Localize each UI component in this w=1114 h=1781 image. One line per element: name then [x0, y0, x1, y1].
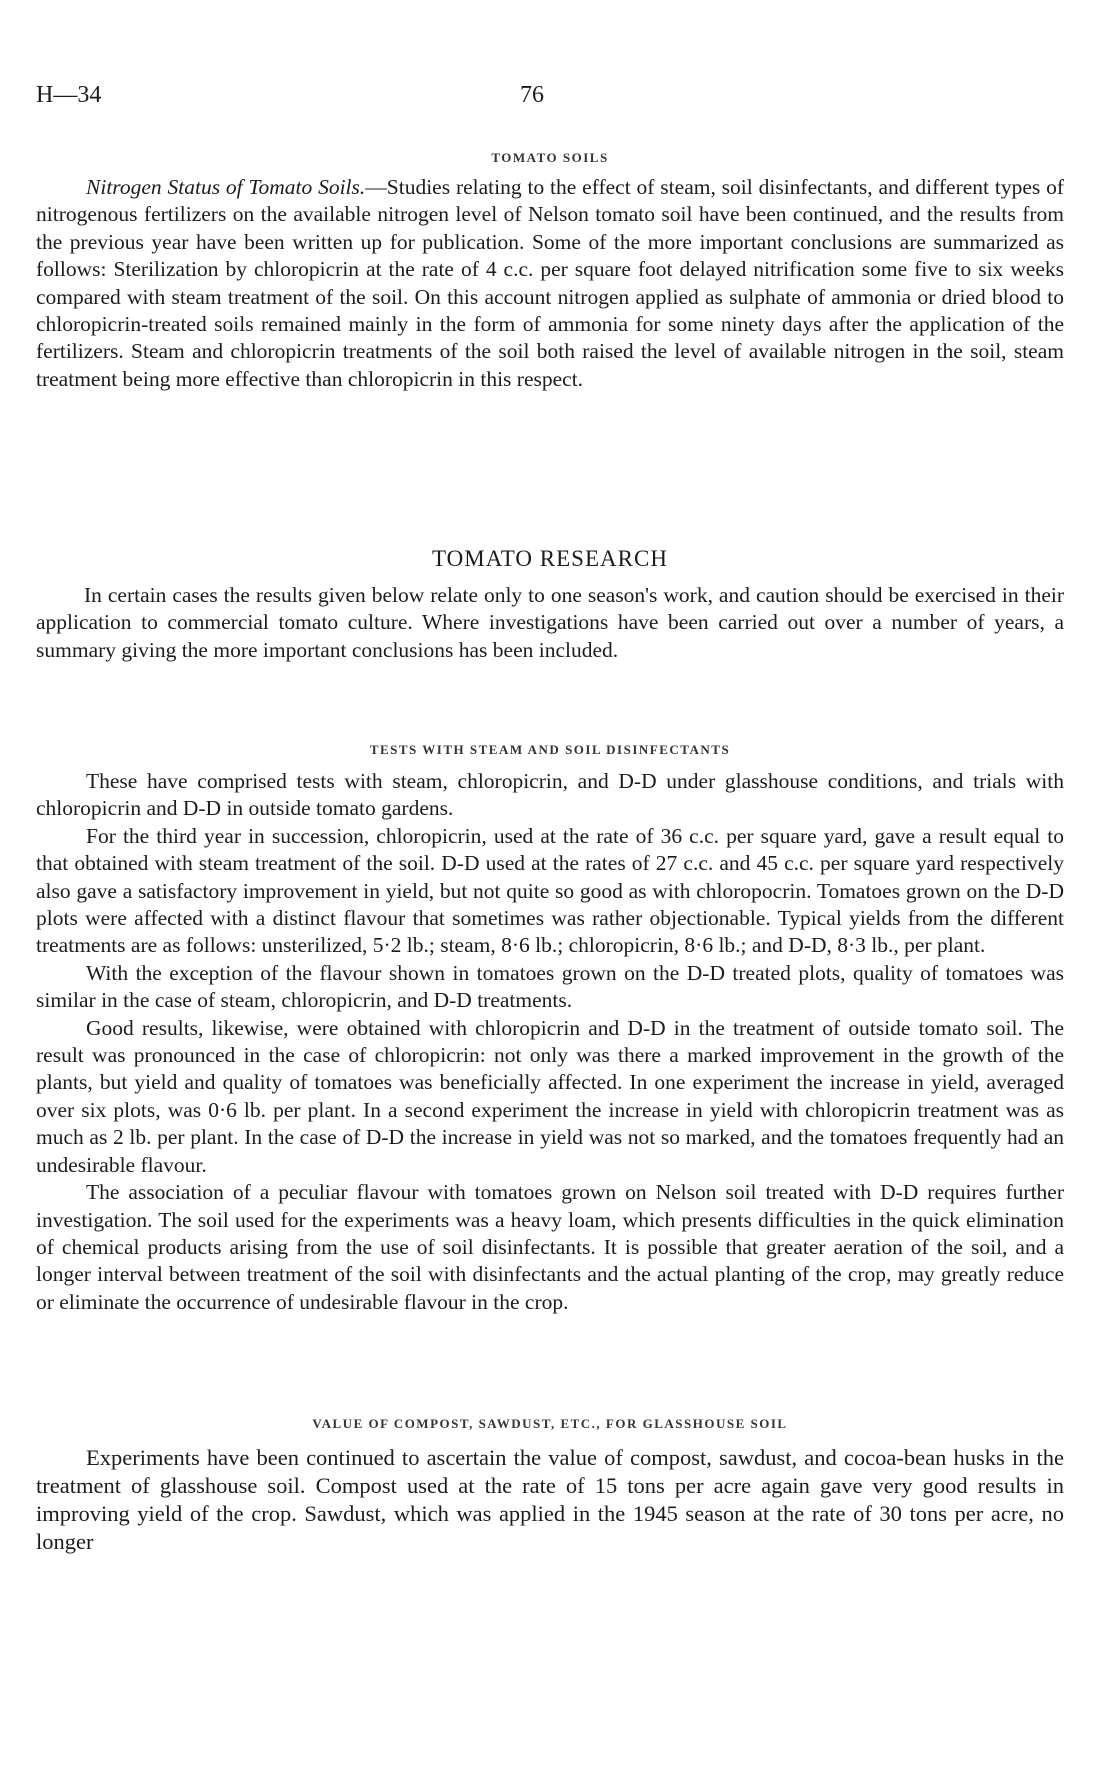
tests-paragraph-3: With the exception of the flavour shown in tomatoes grown on the D-D treated plots, quality of tomatoes was similar in the case of steam, chloropicrin, and D-D treatments. — [36, 960, 1064, 1013]
compost-heading: VALUE OF COMPOST, SAWDUST, ETC., FOR GLASSHOUSE SOIL — [312, 1416, 788, 1431]
tomato-soils-section-body — [36, 174, 1064, 393]
tests-paragraph-2: For the third year in succession, chloropicrin, used at the rate of 36 c.c. per square yard, gave a result equal to that obtained with steam treatment of the soil. D-D used at the rates of 27 c.c. and 45 c.c. per square yard respectively also gave a satisfactory improvement in yield, but not quite so good as with chloropocrin. Tomatoes grown on the D-D plots were affected with a distinct flavour that sometimes was rather objectionable. Typical yields from the different treatments are as follows: unsterilized, 5·2 lb.; steam, 8·6 lb.; chloropicrin, 8·6 lb.; and D-D, 8·3 lb., per plant. — [36, 823, 1064, 958]
tests-paragraph-5: The association of a peculiar flavour with tomatoes grown on Nelson soil treated with D-D requires further investigation. The soil used for the experiments was a heavy loam, which presents difficulties in the quick elimination of chemical products arising from the use of soil disinfectants. It is possible that greater aeration of the soil, and a longer interval between treatment of the soil with disinfectants and the actual planting of the crop, may greatly reduce or eliminate the occurrence of undesirable flavour in the crop. — [36, 1180, 1064, 1314]
compost-section-body — [36, 1444, 1064, 1556]
tomato-soils-section-heading-wrap — [36, 150, 1064, 166]
tomato-research-paragraph: In certain cases the results given below relate only to one season's work, and caution should be exercised in their application to commercial tomato culture. Where investigations have been carried out over a number of years, a summary giving the more important conclusions has been included. — [36, 583, 1064, 662]
tomato-research-section-body — [36, 582, 1064, 664]
nitrogen-status-lead: Nitrogen Status of Tomato Soils. — [86, 175, 366, 199]
nitrogen-status-paragraph — [36, 174, 1064, 393]
compost-heading-wrap — [36, 1416, 1064, 1432]
tests-section-body — [36, 768, 1064, 1316]
tests-paragraph-4: Good results, likewise, were obtained with chloropicrin and D-D in the treatment of outside tomato soil. The result was pronounced in the case of chloropicrin: not only was there a marked improvement in the growth of the plants, but yield and quality of tomatoes was beneficially affected. In one experiment the increase in yield, averaged over six plots, was 0·6 lb. per plant. In a second experiment the increase in yield with chloropicrin treatment was as much as 2 lb. per plant. In the case of D-D the increase in yield was not so marked, and the tomatoes frequently had an undesirable flavour. — [36, 1015, 1064, 1177]
tests-heading: TESTS WITH STEAM AND SOIL DISINFECTANTS — [369, 742, 731, 757]
tests-paragraph-1: These have comprised tests with steam, chloropicrin, and D-D under glasshouse conditions, and trials with chloropicrin and D-D in outside tomato gardens. — [36, 769, 1064, 821]
document-page — [36, 0, 1064, 1781]
tomato-research-heading: TOMATO RESEARCH — [432, 546, 668, 571]
tomato-soils-heading: TOMATO SOILS — [491, 150, 609, 165]
compost-paragraph-1: Experiments have been continued to ascertain the value of compost, sawdust, and cocoa-bean husks in the treatment of glasshouse soil. Compost used at the rate of 15 tons per acre again gave very good results in improving yield of the crop. Sawdust, which was applied in the 1945 season at the rate of 30 tons per acre, no longer — [36, 1445, 1064, 1554]
nitrogen-status-text: —Studies relating to the effect of steam, soil disinfectants, and different types of nitrogenous fertilizers on the available nitrogen level of Nelson tomato soil have been continued, and the results from the previous year have been written up for publication. Some of the more important conclusions are summarized as follows: Sterilization by chloropicrin at the rate of 4 c.c. per square foot delayed nitrification some five to six weeks compared with steam treatment of the soil. On this account nitrogen applied as sulphate of ammonia or dried blood to chloropicrin-treated soils remained mainly in the form of ammonia for some ninety days after the application of the fertilizers. Steam and chloropicrin treatments of the soil both raised the level of available nitrogen in the soil, steam treatment being more effective than chloropicrin in this respect. — [36, 175, 1065, 391]
page-number: 76 — [520, 82, 544, 108]
document-reference: H—34 — [36, 82, 102, 108]
tests-heading-wrap — [36, 742, 1064, 758]
running-head — [36, 82, 1064, 112]
tomato-research-heading-wrap — [36, 546, 1064, 572]
